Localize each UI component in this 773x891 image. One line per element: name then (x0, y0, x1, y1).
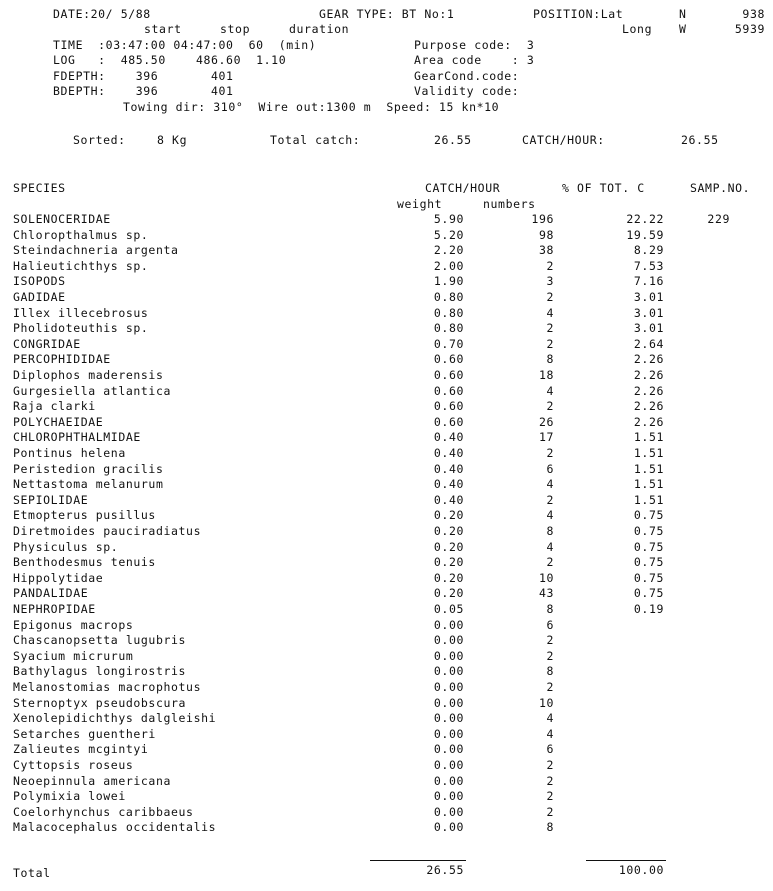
catch-weight: 0.00 (433, 664, 464, 679)
species-name: Polymixia lowei (13, 789, 126, 804)
percent-of-total: 3.01 (633, 321, 664, 336)
catch-weight: 0.20 (433, 570, 464, 585)
catch-weight: 0.60 (433, 399, 464, 414)
species-name: Hippolytidae (13, 570, 104, 585)
catch-weight: 0.00 (433, 804, 464, 819)
table-row (0, 820, 773, 836)
species-name: Peristedion gracilis (13, 461, 164, 476)
catch-numbers: 4 (546, 305, 554, 320)
catch-numbers: 17 (538, 430, 554, 445)
catch-weight: 5.20 (433, 227, 464, 242)
catch-weight: 0.20 (433, 524, 464, 538)
column-start-label: start (144, 22, 182, 36)
catch-weight: 0.40 (433, 492, 464, 507)
percent-of-total: 0.75 (633, 570, 664, 585)
date-field: DATE:20/ 5/88 (53, 7, 151, 21)
catch-weight: 0.40 (433, 430, 464, 445)
catch-weight: 1.90 (433, 274, 464, 289)
species-name: Malacocephalus occidentalis (13, 820, 217, 835)
table-row (0, 243, 773, 259)
species-name: POLYCHAEIDAE (13, 414, 104, 429)
catch-weight: 0.00 (433, 820, 464, 835)
species-name: Nettastoma melanurum (13, 477, 164, 492)
table-row (0, 774, 773, 790)
catch-weight: 0.00 (433, 726, 464, 741)
bdepth-row: BDEPTH: 396 401 (53, 84, 234, 98)
table-row (0, 290, 773, 306)
catch-numbers: 18 (538, 368, 554, 382)
species-name: CHLOROPHTHALMIDAE (13, 430, 141, 445)
percent-of-total: 22.22 (626, 212, 664, 226)
catch-numbers: 10 (538, 570, 554, 585)
species-name: Cyttopsis roseus (13, 758, 134, 772)
catch-numbers: 4 (546, 726, 554, 741)
table-row (0, 228, 773, 244)
percent-total-column-header: % OF TOT. C (562, 181, 645, 195)
catch-numbers: 8 (546, 524, 554, 538)
table-row (0, 524, 773, 540)
catch-numbers: 2 (546, 399, 554, 414)
table-row (0, 696, 773, 712)
catch-weight: 0.00 (433, 758, 464, 772)
species-name: Bathylagus longirostris (13, 664, 187, 679)
position-label: POSITION:Lat (533, 7, 624, 21)
catch-weight: 0.00 (433, 773, 464, 788)
catch-numbers: 196 (531, 212, 554, 226)
table-row (0, 789, 773, 805)
catch-numbers: 4 (546, 539, 554, 554)
percent-of-total: 1.51 (633, 492, 664, 507)
species-name: ISOPODS (13, 274, 66, 289)
time-row: TIME :03:47:00 04:47:00 60 (min) (53, 38, 317, 52)
sample-number: 229 (707, 212, 730, 226)
catch-weight: 2.00 (433, 258, 464, 273)
catch-numbers: 6 (546, 461, 554, 476)
catch-weight: 0.00 (433, 789, 464, 804)
catch-weight: 0.20 (433, 508, 464, 523)
species-name: Chascanopsetta lugubris (13, 633, 187, 648)
table-row (0, 415, 773, 431)
table-row (0, 399, 773, 415)
table-row (0, 742, 773, 758)
catch-numbers: 8 (546, 602, 554, 616)
table-row (0, 274, 773, 290)
catch-numbers: 38 (538, 243, 554, 258)
table-row (0, 571, 773, 587)
table-row (0, 555, 773, 571)
percent-of-total: 2.26 (633, 352, 664, 367)
catch-numbers: 2 (546, 555, 554, 570)
column-stop-label: stop (220, 22, 251, 36)
catch-numbers: 6 (546, 617, 554, 632)
species-name: Raja clarki (13, 399, 96, 414)
table-row (0, 430, 773, 446)
species-name: SEPIOLIDAE (13, 492, 89, 507)
table-row (0, 680, 773, 696)
species-name: Pholidoteuthis sp. (13, 321, 149, 336)
catch-hour-column-header: CATCH/HOUR (425, 181, 501, 195)
gear-condition-code: GearCond.code: (414, 69, 520, 83)
catch-weight: 0.20 (433, 586, 464, 601)
species-name: Setarches guentheri (13, 726, 156, 741)
table-row (0, 649, 773, 665)
species-name: Epigonus macrops (13, 617, 134, 632)
species-name: Benthodesmus tenuis (13, 555, 156, 570)
catch-weight: 0.00 (433, 617, 464, 632)
lat-direction: N (679, 7, 687, 21)
species-name: SOLENOCERIDAE (13, 212, 111, 226)
catch-numbers: 4 (546, 508, 554, 523)
table-row (0, 711, 773, 727)
catch-numbers: 6 (546, 742, 554, 757)
percent-of-total: 8.29 (633, 243, 664, 258)
catch-weight: 0.20 (433, 555, 464, 570)
catch-numbers: 2 (546, 773, 554, 788)
catch-numbers: 26 (538, 414, 554, 429)
percent-of-total: 1.51 (633, 430, 664, 445)
total-percent-separator (586, 860, 666, 861)
weight-subheader: weight (397, 197, 443, 211)
catch-numbers: 2 (546, 336, 554, 351)
catch-numbers: 4 (546, 711, 554, 726)
species-name: Pontinus helena (13, 446, 126, 460)
sorted-value: 8 Kg (157, 133, 188, 147)
towing-row: Towing dir: 310° Wire out:1300 m Speed: 15 kn*10 (123, 100, 500, 114)
table-row (0, 727, 773, 743)
long-direction: W (679, 22, 687, 36)
catch-numbers: 2 (546, 321, 554, 336)
table-row (0, 212, 773, 228)
percent-of-total: 3.01 (633, 305, 664, 320)
table-row (0, 384, 773, 400)
percent-of-total: 2.26 (633, 399, 664, 414)
species-name: Halieutichthys sp. (13, 258, 149, 273)
purpose-code: Purpose code: 3 (414, 38, 535, 52)
percent-of-total: 2.64 (633, 336, 664, 351)
total-weight-value: 26.55 (426, 863, 464, 877)
sample-number-column-header: SAMP.NO. (690, 181, 751, 195)
catch-weight: 0.70 (433, 336, 464, 351)
species-name: Etmopterus pusillus (13, 508, 156, 523)
catch-numbers: 2 (546, 789, 554, 804)
catch-weight: 5.90 (433, 212, 464, 226)
total-weight-separator (370, 860, 466, 861)
long-label: Long (622, 22, 653, 36)
percent-of-total: 0.75 (633, 555, 664, 570)
species-name: CONGRIDAE (13, 336, 81, 351)
long-value: 5939 (734, 22, 765, 36)
species-name: Steindachneria argenta (13, 243, 179, 258)
catch-numbers: 4 (546, 477, 554, 492)
percent-of-total: 2.26 (633, 414, 664, 429)
catch-weight: 2.20 (433, 243, 464, 258)
species-name: Neoepinnula americana (13, 773, 171, 788)
catch-numbers: 4 (546, 383, 554, 398)
species-name: Sternoptyx pseudobscura (13, 695, 187, 710)
catch-weight: 0.80 (433, 290, 464, 304)
catch-numbers: 10 (538, 695, 554, 710)
total-catch-value: 26.55 (434, 133, 472, 147)
table-row (0, 540, 773, 556)
catch-weight: 0.00 (433, 648, 464, 663)
column-duration-label: duration (289, 22, 350, 36)
catch-weight: 0.40 (433, 461, 464, 476)
species-name: Illex illecebrosus (13, 305, 149, 320)
species-name: Physiculus sp. (13, 539, 119, 554)
catch-numbers: 2 (546, 258, 554, 273)
table-row (0, 259, 773, 275)
catch-weight: 0.20 (433, 539, 464, 554)
catch-weight: 0.00 (433, 695, 464, 710)
table-row (0, 321, 773, 337)
species-name: PERCOPHIDIDAE (13, 352, 111, 367)
species-name: Zalieutes mcgintyi (13, 742, 149, 757)
table-row (0, 758, 773, 774)
table-row (0, 352, 773, 368)
catch-numbers: 8 (546, 664, 554, 679)
catch-numbers: 3 (546, 274, 554, 289)
table-row (0, 633, 773, 649)
catch-weight: 0.60 (433, 414, 464, 429)
catch-weight: 0.80 (433, 321, 464, 336)
table-row (0, 337, 773, 353)
catch-weight: 0.40 (433, 446, 464, 460)
catch-numbers: 2 (546, 804, 554, 819)
table-row (0, 446, 773, 462)
species-name: PANDALIDAE (13, 586, 89, 601)
catch-weight: 0.60 (433, 383, 464, 398)
catch-numbers: 2 (546, 758, 554, 772)
catch-weight: 0.80 (433, 305, 464, 320)
catch-weight: 0.60 (433, 368, 464, 382)
table-row (0, 462, 773, 478)
catch-weight: 0.00 (433, 711, 464, 726)
percent-of-total: 7.16 (633, 274, 664, 289)
area-code: Area code : 3 (414, 53, 535, 67)
numbers-subheader: numbers (483, 197, 536, 211)
percent-of-total: 1.51 (633, 446, 664, 460)
catch-numbers: 2 (546, 446, 554, 460)
percent-of-total: 3.01 (633, 290, 664, 304)
species-name: Gurgesiella atlantica (13, 383, 171, 398)
species-name: Coelorhynchus caribbaeus (13, 804, 194, 819)
percent-of-total: 0.75 (633, 524, 664, 538)
catch-numbers: 2 (546, 648, 554, 663)
species-name: Chloropthalmus sp. (13, 227, 149, 242)
catch-numbers: 2 (546, 680, 554, 694)
percent-of-total: 0.75 (633, 508, 664, 523)
species-name: NEPHROPIDAE (13, 602, 96, 616)
species-name: Syacium micrurum (13, 648, 134, 663)
catch-numbers: 43 (538, 586, 554, 601)
total-label: Total (13, 866, 51, 880)
table-row (0, 586, 773, 602)
table-row (0, 805, 773, 821)
total-catch-label: Total catch: (270, 133, 361, 147)
percent-of-total: 2.26 (633, 383, 664, 398)
catch-numbers: 8 (546, 820, 554, 835)
table-row (0, 368, 773, 384)
catch-numbers: 2 (546, 290, 554, 304)
table-row (0, 493, 773, 509)
table-row (0, 477, 773, 493)
fdepth-row: FDEPTH: 396 401 (53, 69, 234, 83)
percent-of-total: 0.75 (633, 586, 664, 601)
percent-of-total: 1.51 (633, 477, 664, 492)
table-row (0, 306, 773, 322)
sorted-label: Sorted: (73, 133, 126, 147)
lat-value: 938 (742, 7, 765, 21)
gear-type-field: GEAR TYPE: BT No:1 (319, 7, 455, 21)
table-row (0, 618, 773, 634)
species-name: Diretmoides pauciradiatus (13, 524, 202, 538)
catch-weight: 0.00 (433, 680, 464, 694)
catch-numbers: 2 (546, 633, 554, 648)
catch-weight: 0.00 (433, 742, 464, 757)
species-name: GADIDAE (13, 290, 66, 304)
catch-hour-value: 26.55 (681, 133, 719, 147)
catch-numbers: 8 (546, 352, 554, 367)
catch-weight: 0.05 (433, 602, 464, 616)
species-name: Xenolepidichthys dalgleishi (13, 711, 217, 726)
catch-numbers: 2 (546, 492, 554, 507)
percent-of-total: 0.75 (633, 539, 664, 554)
percent-of-total: 0.19 (633, 602, 664, 616)
percent-of-total: 19.59 (626, 227, 664, 242)
table-row (0, 508, 773, 524)
percent-of-total: 2.26 (633, 368, 664, 382)
species-name: Melanostomias macrophotus (13, 680, 202, 694)
catch-numbers: 98 (538, 227, 554, 242)
total-percent-value: 100.00 (618, 863, 664, 877)
catch-weight: 0.40 (433, 477, 464, 492)
log-row: LOG : 485.50 486.60 1.10 (53, 53, 287, 67)
catch-weight: 0.00 (433, 633, 464, 648)
validity-code: Validity code: (414, 84, 520, 98)
species-name: Diplophos maderensis (13, 368, 164, 382)
catch-hour-label: CATCH/HOUR: (522, 133, 605, 147)
percent-of-total: 1.51 (633, 461, 664, 476)
table-row (0, 664, 773, 680)
table-row (0, 602, 773, 618)
percent-of-total: 7.53 (633, 258, 664, 273)
species-column-header: SPECIES (13, 181, 66, 195)
catch-weight: 0.60 (433, 352, 464, 367)
